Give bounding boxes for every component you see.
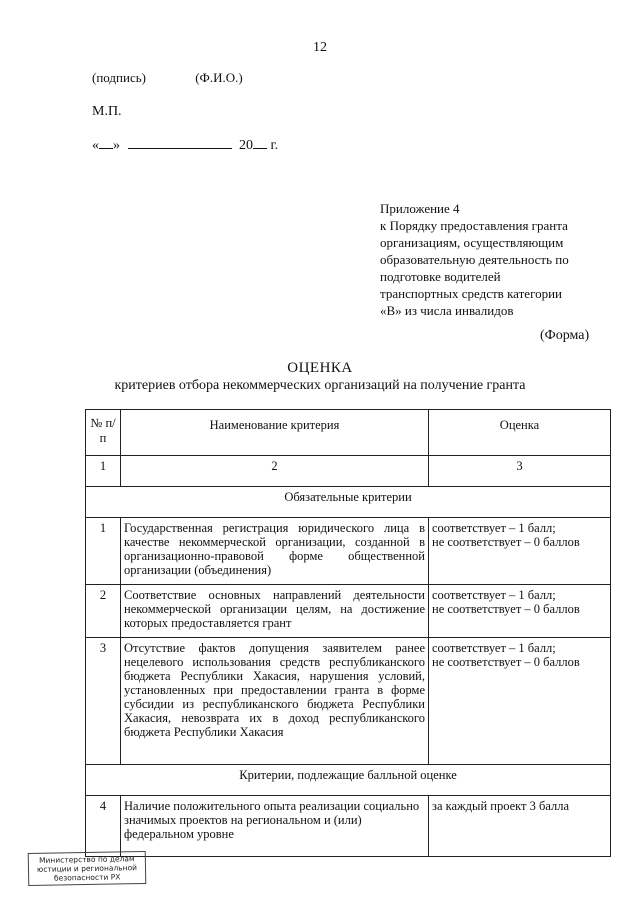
stamp-line: безопасности РХ	[53, 872, 121, 883]
seal-place-label: М.П.	[92, 104, 122, 119]
date-quote-open: «	[92, 138, 99, 153]
criterion-name: Отсутствие фактов допущения заявителем ранее нецелевого использования средств республиканского бюджета Республики Хакасия, нарушения условий, установленных при предоставлении гранта в форме субсидии из республиканского бюджета Республики Хакасия, невозврата их в доход республиканского бюджета Республики Хакасия	[121, 638, 429, 765]
score-line: не соответствует – 0 баллов	[432, 535, 580, 549]
table-header-row	[86, 410, 611, 456]
column-number-row	[86, 456, 611, 487]
date-quote-close: »	[113, 138, 120, 153]
date-year-blank	[253, 136, 267, 149]
row-number: 2	[86, 585, 121, 638]
stamp-line: юстиции и региональной	[36, 863, 138, 874]
table-row	[86, 585, 611, 638]
appendix-block	[380, 200, 605, 319]
signature-label: (подпись)	[92, 70, 146, 85]
row-number: 4	[86, 796, 121, 857]
document-title: ОЦЕНКА	[287, 360, 353, 376]
criterion-score	[429, 796, 611, 857]
criterion-name: Наличие положительного опыта реализации социально значимых проектов на региональном и (или) федеральном уровне	[121, 796, 429, 857]
signature-line	[92, 70, 243, 86]
appendix-line: транспортных средств категории	[380, 286, 562, 301]
header-name: Наименование критерия	[121, 410, 429, 456]
score-line: соответствует – 1 балл;	[432, 588, 556, 602]
score-line: соответствует – 1 балл;	[432, 521, 556, 535]
header-num: № п/п	[86, 410, 121, 456]
table-row	[86, 796, 611, 857]
page-number: 12	[313, 40, 327, 55]
section-title: Обязательные критерии	[86, 487, 611, 518]
date-year-prefix: 20	[239, 138, 253, 153]
appendix-line: организациям, осуществляющим	[380, 235, 564, 250]
column-number: 1	[86, 456, 121, 487]
criterion-score	[429, 518, 611, 585]
document-subtitle: критериев отбора некоммерческих организаций на получение гранта	[114, 378, 526, 393]
score-line: за каждый проект 3 балла	[432, 799, 570, 813]
header-score: Оценка	[429, 410, 611, 456]
date-line	[92, 136, 278, 154]
section-row-mandatory	[86, 487, 611, 518]
appendix-line: подготовке водителей	[380, 269, 501, 284]
date-year-suffix: г.	[270, 138, 279, 153]
section-row-points	[86, 765, 611, 796]
criterion-score	[429, 638, 611, 765]
score-line: не соответствует – 0 баллов	[432, 655, 580, 669]
fio-label: (Ф.И.О.)	[195, 70, 243, 85]
section-title: Критерии, подлежащие балльной оценке	[86, 765, 611, 796]
criterion-name: Соответствие основных направлений деятельности некоммерческой организации целям, на достижение которых предоставляется грант	[121, 585, 429, 638]
appendix-line: к Порядку предоставления гранта	[380, 218, 568, 233]
column-number: 2	[121, 456, 429, 487]
criterion-score	[429, 585, 611, 638]
date-day-blank	[99, 136, 113, 149]
criterion-name: Государственная регистрация юридического лица в качестве некоммерческой организации, созданной в организационно-правовой форме общественной организации (объединения)	[121, 518, 429, 585]
stamp-line: Министерство по делам	[38, 854, 135, 865]
appendix-line: образовательную деятельность по	[380, 252, 569, 267]
table-row	[86, 638, 611, 765]
row-number: 3	[86, 638, 121, 765]
score-line: соответствует – 1 балл;	[432, 641, 556, 655]
appendix-line: «В» из числа инвалидов	[380, 303, 514, 318]
appendix-line: Приложение 4	[380, 201, 460, 216]
ministry-stamp	[28, 851, 147, 886]
column-number: 3	[429, 456, 611, 487]
criteria-table	[85, 409, 611, 857]
score-line: не соответствует – 0 баллов	[432, 602, 580, 616]
table-row	[86, 518, 611, 585]
date-month-blank	[128, 136, 232, 149]
form-label: (Форма)	[540, 328, 590, 343]
row-number: 1	[86, 518, 121, 585]
